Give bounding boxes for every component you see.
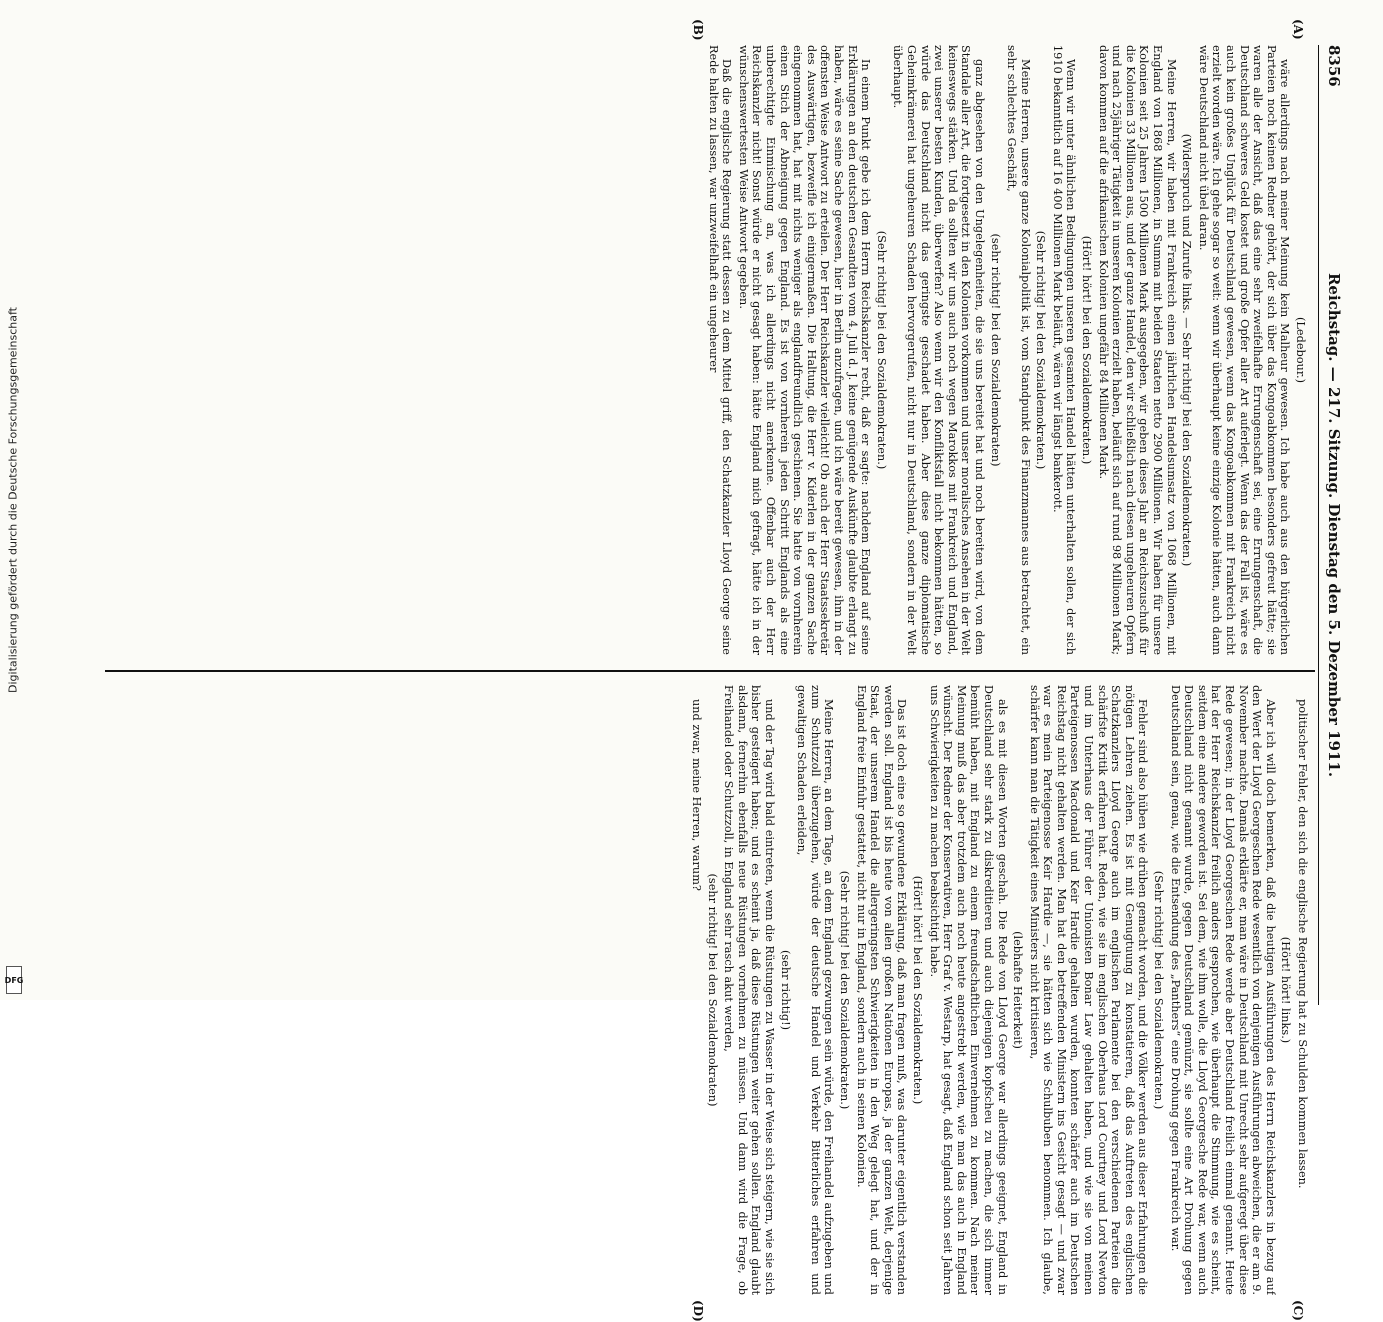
paragraph: Aber ich will doch bemerken, daß die heutigen Ausführungen des Herrn Reichskanzlers in bezug auf den Wert der Lloyd Georgeschen Rede wesentlich von denjenigen Ausführungen abweichen, die er am 9. November machte. Damals erklärte er, man wäre in Deutschland mit Unrecht sehr aufgeregt über diese Rede gewesen; in der Lloyd Georgeschen Rede werde aber Deutschland freilich einmal genannt. Heute hat der Herr Reichskanzler freilich anders gesprochen, wie überhaupt die Stimmung, wie es scheint, seitdem eine andere geworden ist. Sei dem, wie ihm wolle, die Lloyd Georgesche Rede war, wenn auch Deutschland nicht genannt wurde, gegen Deutschland gemünzt, sie sollte eine Art Drohung gegen Deutschland sein, genau, wie die Entsendung des „Panthers“ eine Drohung gegen Frankreich war. xyxy=(1168,685,1277,1295)
paragraph: (Sehr richtig! bei den Sozialdemokraten.) xyxy=(1152,870,1166,1110)
paragraph: (sehr richtig!) xyxy=(778,949,792,1031)
paragraph: (Hört! hört! links.) xyxy=(1279,936,1293,1044)
paragraph: Daß die englische Regierung statt dessen zu dem Mittel griff, den Schatzkanzler Lloyd George seine Rede halten zu lassen, war unzweifelhaft ein ungeheurer xyxy=(706,45,734,655)
dfg-logo-icon xyxy=(6,966,22,994)
marker-b: (B) xyxy=(691,19,705,41)
funding-note: Digitalisierung gefördert durch die Deutsche Forschungsgemeinschaft xyxy=(6,307,20,693)
marker-c: (C) xyxy=(1291,1300,1305,1321)
paragraph: als es mit diesen Worten geschah. Die Rede von Lloyd George war allerdings geeignet, England in Deutschland sehr stark zu diskreditieren und auch diejenigen kopfscheu zu machen, die sich immer bemüht haben, mit England zu einem freundschaftlichen Einvernehmen zu kommen. Nach meiner Meinung muß das aber trotzdem auch noch heute angestrebt werden, wie man das auch in England wünscht. Der Redner der Konservativen, Herr Graf v. Westarp, hat gesagt, daß England schon seit Jahren uns Schwierigkeiten zu machen beabsichtigt habe. xyxy=(927,685,1009,1295)
paragraph: ganz abgesehen von den Ungelegenheiten, die sie uns bereitet hat und noch bereiten wird, von dem Standale aller Art, die fortgesetzt in den Kolonien vorkommen und unser moralisches Ansehen in der Welt keineswegs stärken. Und da sollten wir uns auch noch wegen Marokkos mit Frankreich und England, zwei unserer besten Kunden, überwerfen? Also wenn wir den Konfliktsfall nicht bekommen hätten, so würde das Deutschland nicht das geringste geschadet haben. Aber diese ganze diplomatische Geheimkrämerei hat ungeheuren Schaden hervorgerufen, nicht nur in Deutschland, sondern in der Welt überhaupt. xyxy=(891,45,986,655)
paragraph: Wenn wir unter ähnlichen Bedingungen unseren gesamten Handel hätten unterhalten sollen, der sich 1910 bekanntlich auf 16 400 Millionen Mark beläuft, wären wir längst bankerott. xyxy=(1050,45,1078,655)
paragraph: wäre allerdings nach meiner Meinung kein Malheur gewesen. Ich habe auch aus den bürgerlichen Parteien noch keinen Redner gehört, der sich über das Kongoabkommen besonders gefreut hätte; sie waren alle der Ansicht, daß das eine sehr zweifelhafte Errungenschaft sei, eine Errungenschaft, die Deutschland schweres Geld kostet und große Opfer aller Art auferlegt. Wenn das der Fall ist, wäre es auch kein großes Unglück für Deutschland gewesen, wenn das Kongoabkommen mit Frankreich nicht erzielt worden wäre. Ich gehe sogar so weit: wenn wir überhaupt keine einzige Kolonie hätten, auch dann wäre Deutschland nicht übel daran. xyxy=(1196,45,1292,655)
marker-d: (D) xyxy=(691,1300,705,1322)
paragraph: und der Tag wird bald eintreten, wenn die Rüstungen zu Wasser in der Weise sich steigern, wie sie sich bisher gesteigert haben; und es scheint ja, daß diese Rüstungen weiter gehen sollen. England glaubt alsdann, fernerhin ebenfalls neue Rüstungen vornehmen zu müssen. Und dann wird die Frage, ob Freihandel oder Schutzzoll, in England sehr rasch akut werden, xyxy=(722,685,777,1295)
dfg-logo-text: DFG xyxy=(4,975,24,985)
paragraph: Meine Herren, an dem Tage, an dem England gezwungen sein würde, den Freihandel aufzugeben und zum Schutzzoll überzugehen, würde der deutsche Handel und Verkehr Bitterliches erfahren und gewaltigen Schaden erleiden, xyxy=(795,685,836,1295)
paragraph: Fehler sind also hüben wie drüben gemacht worden, und die Völker werden aus dieser Erfahrungen die nötigen Lehren ziehen. Es ist mit Genugtuung zu konstatieren, daß das Auftreten des englischen Schatzkanzlers Lloyd George auch im englischen Parlamente bei den verschiedenen Parteien die schärfste Kritik erfahren hat. Reden, wie sie im englischen Oberhaus Lord Courtney und Lord Newton und im Unterhaus der Führer der Unionisten Bonar Law gehalten haben, und wie sie von meinen Parteigenossen Macdonald und Keir Hardie gehalten wurden, konnten schärfer auch im Deutschen Reichstag nicht gehalten werden. Man hat den betreffenden Ministern ins Gesicht gesagt — und zwar war es mein Parteigenosse Keir Hardie —, sie hätten sich wie Schulbuben benommen. Ich glaube, schärfer kann man die Tätigkeit eines Ministers nicht kritisieren, xyxy=(1027,685,1150,1295)
paragraph: (Hört! hört! bei den Sozialdemokraten.) xyxy=(1080,235,1094,465)
marker-a: (A) xyxy=(1291,19,1305,40)
paragraph: (Sehr richtig! bei den Sozialdemokraten.) xyxy=(1034,230,1048,470)
paragraph: (Hört! hört! bei den Sozialdemokraten.) xyxy=(910,875,924,1105)
left-paragraphs xyxy=(706,45,1291,655)
paragraph: (Widerspruch und Zurufe links. — Sehr richtig! bei den Sozialdemokraten.) xyxy=(1180,133,1194,567)
right-column xyxy=(109,685,1309,1295)
paragraph: In einem Punkt gebe ich dem Herrn Reichskanzler recht, daß er sagte: nachdem England auf seine Erklärungen an den deutschen Gesandten vom 4. Juli d. J. keine genügende Auskünfte glaubte erlangt zu haben, wäre es seine Sache gewesen, hier in Berlin anzufragen, und ich wäre bereit gewesen, ihm in der offensten Weise Antwort zu erteilen. Der Herr Reichskanzler vielleicht! Ob auch der Herr Staatssekretär des Auswärtigen, bezweifle ich einigermaßen. Die Haltung, die Herr v. Kiderlen in der ganzen Sache eingenommen hat, hat mit nichts weniger als englandfreundlich geschienen. Sie hatte von vornherein einen Stich der Abneigung gegen England. Es ist von vornherein jeden Schritt Englands als eine unberechtigte Einmischung an, was ich allerdings nicht anerkenne. Offenbar auch der Herr Reichskanzler nicht! Sonst würde er nicht gesagt haben: hätte England mich gefragt, hätte ich in der wünschenswertesten Weise Antwort gegeben. xyxy=(736,45,873,655)
paragraph: und zwar, meine Herren, warum? xyxy=(690,699,704,891)
paragraph: Meine Herren, wir haben mit Frankreich einen jährlichen Handelsumsatz von 1068 Millionen, mit England von 1868 Millionen, in Summa mit beiden Staaten netto 2900 Millionen. Wir haben für unsere Kolonien seit 25 Jahren 1500 Millionen Mark ausgegeben, wir geben dieses Jahr an Reichszuschuß für die Kolonien 33 Millionen aus, und der ganze Handel, den wir schließlich nach diesen ungeheuren Opfern und nach 25jähriger Tätigkeit in unseren Kolonien erzielt haben, beläuft sich auf rund 98 Millionen Mark; davon kommen auf die afrikanischen Kolonien ungefähr 84 Millionen Mark. xyxy=(1096,45,1178,655)
page-number: 8356 xyxy=(1325,45,1343,87)
paragraph: (sehr richtig! bei den Sozialdemokraten) xyxy=(988,233,1002,467)
column-divider xyxy=(105,670,1315,672)
paragraph: Das ist doch eine so gewundene Erklärung, daß man fragen muß, was darunter eigentlich verstanden werden soll. England ist bis heute von allen großen Nationen Europas, ja der ganzen Welt, derjenige Staat, der unserem Handel die allergeringsten Schwierigkeiten in den Weg gelegt hat, und der in England freie Einfuhr gestattet, nicht nur in England, sondern auch in seinen Kolonien. xyxy=(854,685,909,1295)
paragraph: (Sehr richtig! bei den Sozialdemokraten.) xyxy=(838,870,851,1110)
page-title: Reichstag. — 217. Sitzung. Dienstag den 5. Dezember 1911. xyxy=(1325,272,1343,778)
paragraph: (sehr richtig! bei den Sozialdemokraten) xyxy=(705,873,719,1107)
paragraph: Meine Herren, unsere ganze Kolonialpolitik ist, vom Standpunkt des Finanzmannes aus betrachtet, ein sehr schlechtes Geschäft, xyxy=(1005,45,1032,655)
rotated-page xyxy=(85,19,1345,1322)
left-column xyxy=(109,45,1309,655)
right-paragraphs xyxy=(689,685,1309,1295)
page-header xyxy=(1318,45,1345,1005)
paragraph: politischer Fehler, den sich die englische Regierung hat zu Schulden kommen lassen. xyxy=(1296,699,1309,1189)
paragraph: (Sehr richtig! bei den Sozialdemokraten.) xyxy=(874,230,888,470)
paragraph: (lebhafte Heiterkeit) xyxy=(1011,931,1025,1049)
funding-sidebar xyxy=(2,0,24,1000)
speaker-name: (Ledebour.) xyxy=(1294,317,1307,383)
